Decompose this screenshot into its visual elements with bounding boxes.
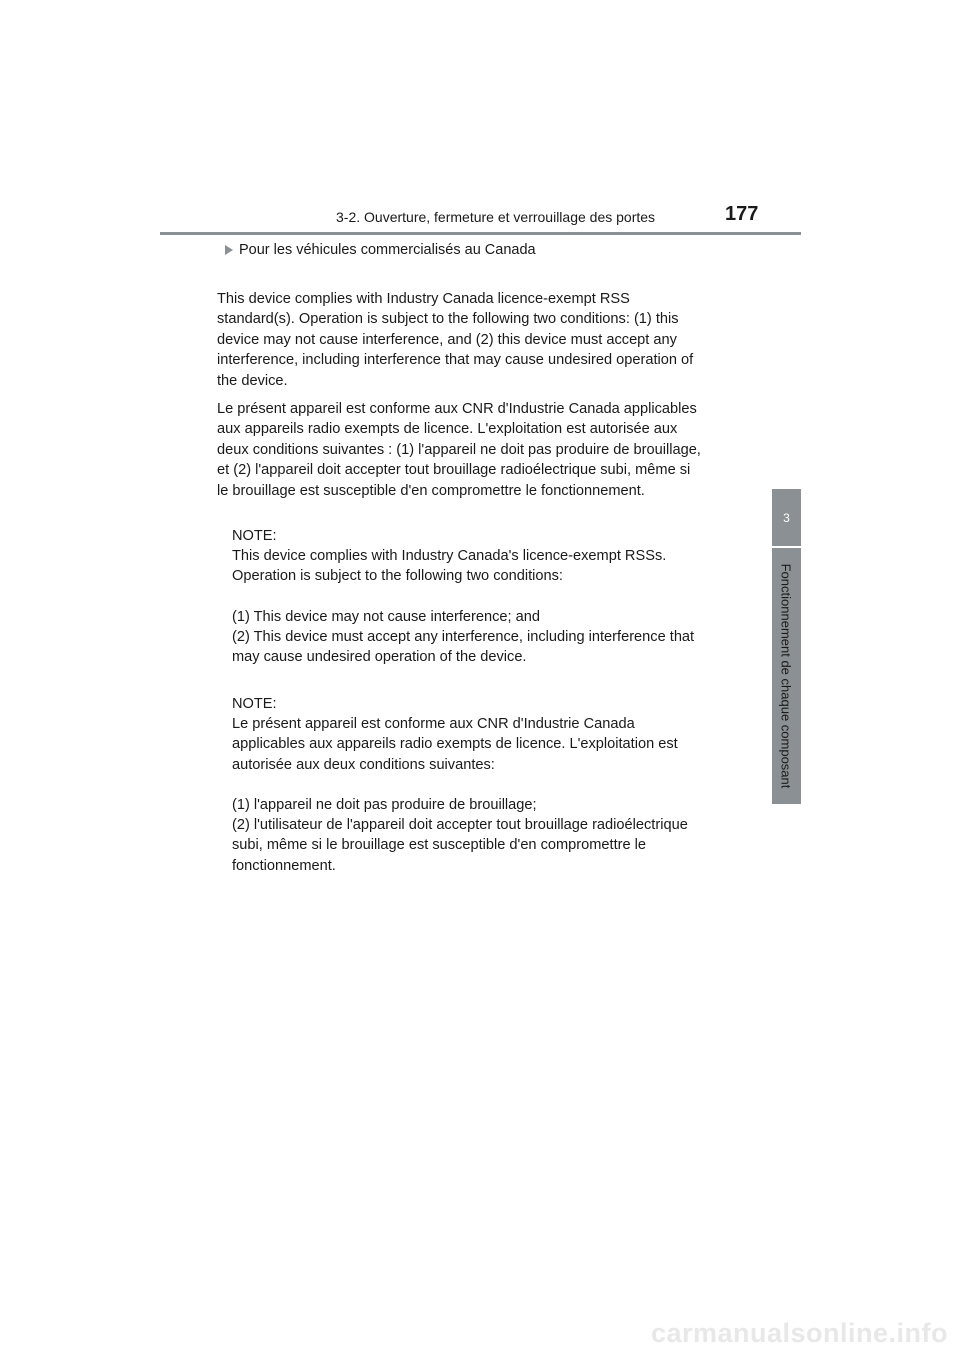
page-number: 177 <box>725 203 759 225</box>
subsection-heading <box>225 242 536 258</box>
triangle-right-icon <box>225 245 233 255</box>
header-divider <box>160 232 801 235</box>
subsection-label: Pour les véhicules commercialisés au Canada <box>239 242 536 258</box>
watermark: carmanualsonline.info <box>650 1318 948 1348</box>
note-english: NOTE: This device complies with Industry Canada's licence-exempt RSSs. Operation is subject to the following two conditions: (1) This device may not cause interference; and (2) This device must accept any interference, including interference that may cause undesired operation of the device. <box>232 528 695 666</box>
note-french: NOTE: Le présent appareil est conforme aux CNR d'Industrie Canada applicables aux appareils radio exempts de licence. L'exploitation est autorisée aux deux conditions suivantes: (1) l'appareil ne doit pas produire de brouillage; (2) l'utilisateur de l'appareil doit accepter tout brouillage radioélectrique subi, même si le brouillage est susceptible d'en compromettre le fonctionnement. <box>232 696 688 874</box>
chapter-label: Fonctionnement de chaque composant <box>778 563 794 789</box>
compliance-paragraph-french: Le présent appareil est conforme aux CNR d'Industrie Canada applicables aux appareils radio exempts de licence. L'exploitation est autorisée aux deux conditions suivantes : (1) l'appareil ne doit pas produire de brouillage, et (2) l'appareil doit accepter tout brouillage radioélectrique subi, même si le brouillage est susceptible d'en compromettre le fonctionnement. <box>217 401 701 499</box>
chapter-number: 3 <box>783 510 790 525</box>
section-title: 3-2. Ouverture, fermeture et verrouillage des portes <box>336 209 656 225</box>
compliance-paragraph-english: This device complies with Industry Canada licence-exempt RSS standard(s). Operation is subject to the following two conditions: (1) this device may not cause interference, and (2) this device must accept any interference, including interference that may cause undesired operation of the device. <box>217 291 694 389</box>
chapter-tab <box>772 489 801 546</box>
